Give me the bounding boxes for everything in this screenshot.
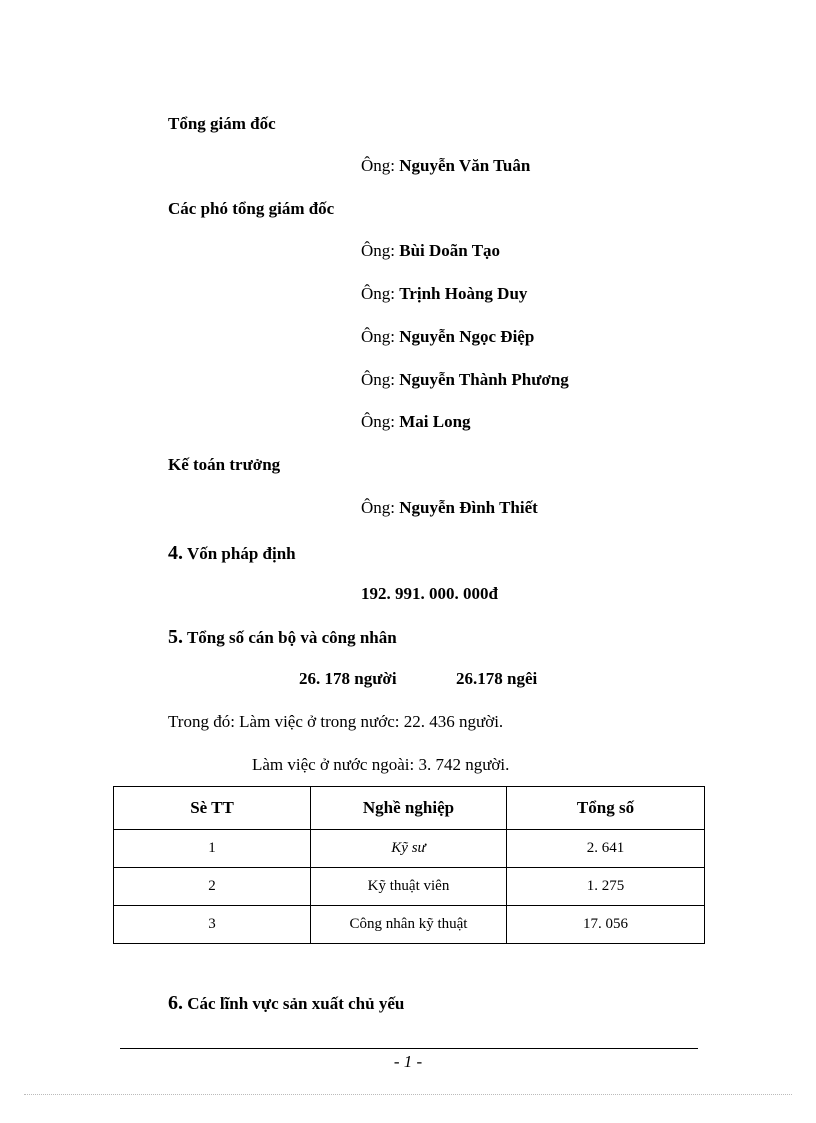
total-staff-value-duplicate: 26.178 ngêi [456,669,538,688]
deputy-director-line [361,327,534,347]
total-staff-value: 26. 178 người [299,669,397,688]
person-name: Bùi Doãn Tạo [399,241,501,260]
abroad-staff-line: Làm việc ở nước ngoài: 3. 742 người. [252,755,510,774]
person-name: Nguyễn Đình Thiết [399,498,538,517]
column-header: Sè TT [114,787,311,830]
chief-accountant-line [361,498,538,518]
section-6-heading [168,992,404,1015]
section-title: Vốn pháp định [186,544,296,563]
deputy-director-line [361,412,471,432]
table-cell: 2. 641 [507,830,705,868]
table-cell: Kỹ sư [311,830,507,868]
title-prefix: Ông: [361,498,395,517]
title-prefix: Ông: [361,327,395,346]
section-number: 5. [168,626,183,648]
table-cell: 2 [114,868,311,906]
table-cell: 1 [114,830,311,868]
title-prefix: Ông: [361,241,395,260]
section-title: Tổng số cán bộ và công nhân [186,628,397,647]
title-prefix: Ông: [361,156,395,175]
table-cell: 1. 275 [507,868,705,906]
section-4-heading [168,542,296,565]
section-number: 4. [168,542,183,564]
table-cell: Công nhân kỹ thuật [311,906,507,944]
staff-table [113,786,705,944]
table-row [114,906,705,944]
section-5-heading [168,626,397,649]
deputy-director-line [361,370,569,390]
section-number: 6. [168,992,183,1014]
general-director-heading: Tổng giám đốc [168,114,276,133]
section-title: Các lĩnh vực sản xuất chủ yếu [187,994,405,1013]
table-cell: 3 [114,906,311,944]
column-header: Nghề nghiệp [311,787,507,830]
deputy-director-line [361,241,500,261]
general-director-line [361,156,530,176]
table-row [114,830,705,868]
table-cell: Kỹ thuật viên [311,868,507,906]
page-number: - 1 - [393,1052,423,1071]
table-row [114,868,705,906]
deputy-director-line [361,284,527,304]
column-header: Tổng số [507,787,705,830]
deputy-directors-heading: Các phó tổng giám đốc [168,199,335,218]
title-prefix: Ông: [361,370,395,389]
page-bottom-edge [24,1094,792,1095]
legal-capital-value: 192. 991. 000. 000đ [361,584,498,603]
domestic-staff-line: Trong đó: Làm việc ở trong nước: 22. 436 người. [168,712,504,731]
person-name: Mai Long [399,412,471,431]
title-prefix: Ông: [361,284,395,303]
person-name: Trịnh Hoàng Duy [399,284,528,303]
chief-accountant-heading: Kế toán trưởng [168,455,281,474]
footer-divider [120,1048,698,1049]
title-prefix: Ông: [361,412,395,431]
person-name: Nguyễn Văn Tuân [399,156,531,175]
table-cell: 17. 056 [507,906,705,944]
person-name: Nguyễn Ngọc Điệp [399,327,535,346]
table-header-row [114,787,705,830]
person-name: Nguyễn Thành Phương [399,370,569,389]
